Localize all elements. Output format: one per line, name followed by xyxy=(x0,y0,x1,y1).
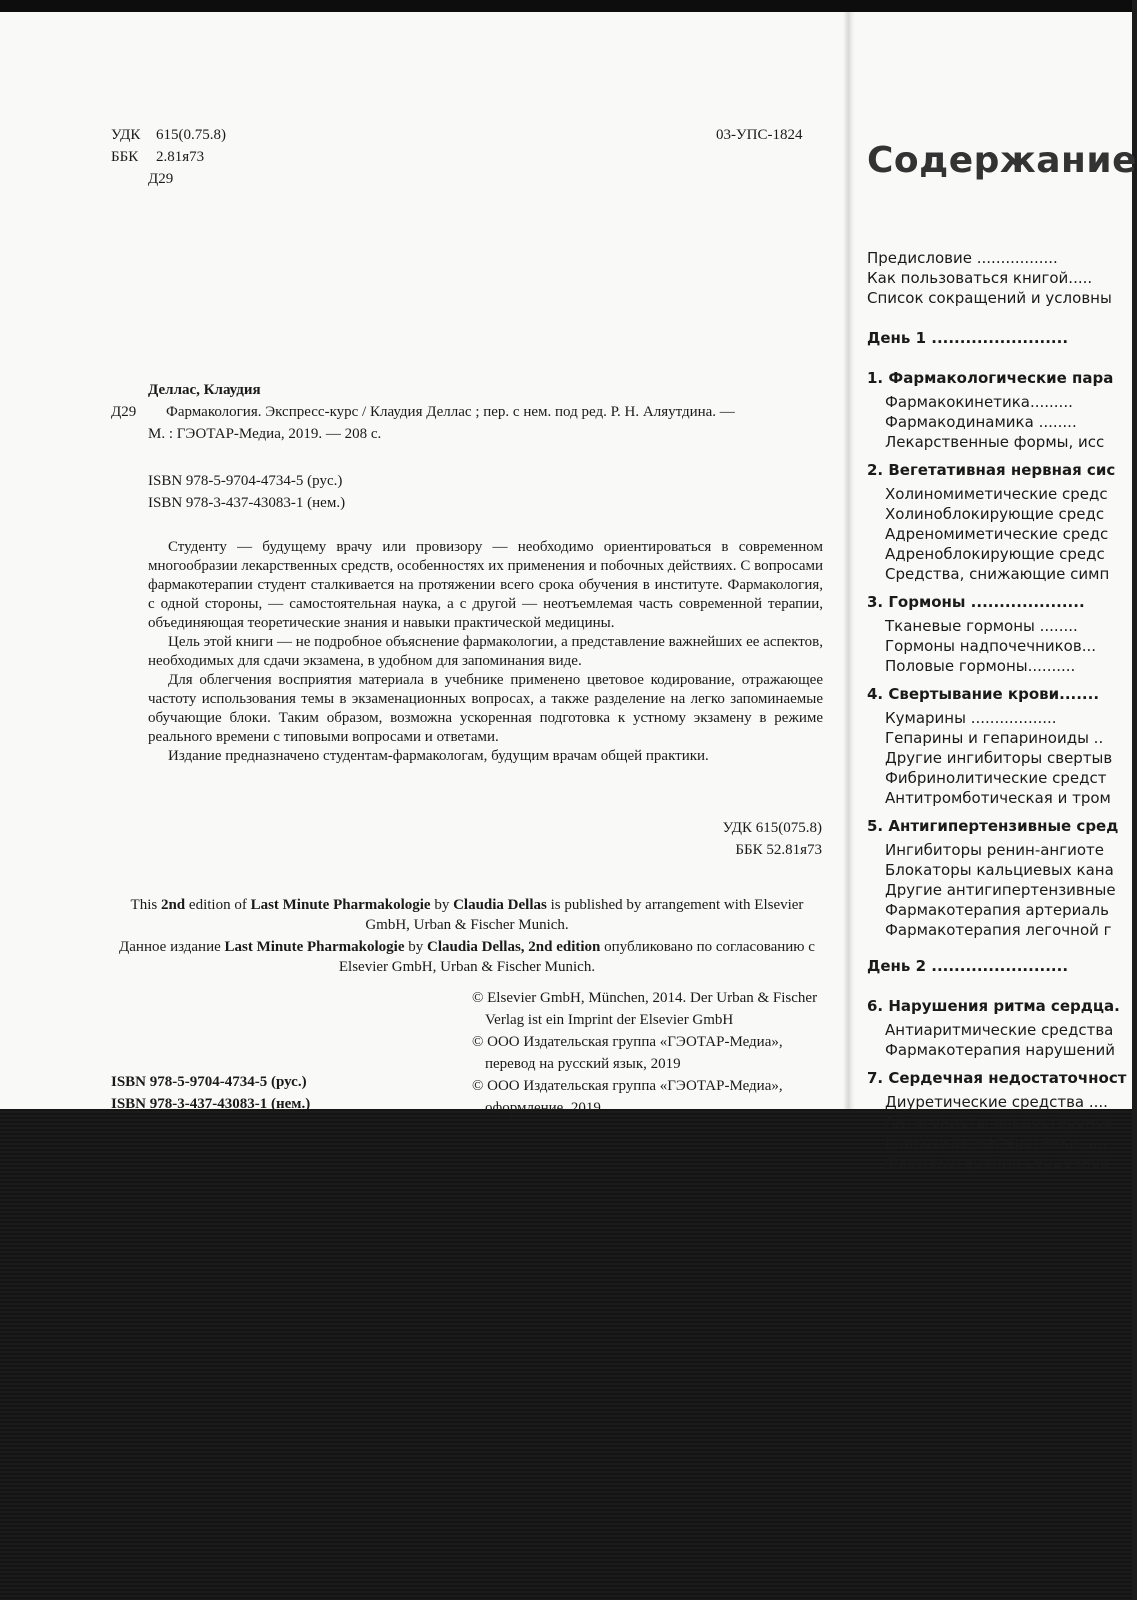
contents-page xyxy=(855,12,1137,1171)
abstract-paragraph-2: Цель этой книги — не подробное объяснение фармакологии, а представление важнейших ее аспектов, необходимых для сдачи экзамена, в удобном для запоминания виде. xyxy=(148,634,823,669)
author-sign: Д29 xyxy=(148,171,174,187)
bbk-value: 2.81я73 xyxy=(156,149,205,165)
copyright-geotar-design-2: оформление, 2019 xyxy=(485,1100,601,1116)
isbn-bold-rus: ISBN 978-5-9704-4734-5 (рус.) xyxy=(111,1074,307,1090)
toc-item: Фармакотерапия артериаль xyxy=(885,901,1109,919)
copyright-geotar-translation-2: перевод на русский язык, 2019 xyxy=(485,1056,681,1072)
toc-item: Фармакотерапия нарушений xyxy=(885,1041,1116,1059)
toc-item: Холиномиметические средс xyxy=(885,485,1108,503)
toc-item: Антиаритмические средства xyxy=(885,1021,1114,1039)
bib-sign: Д29 xyxy=(111,404,137,420)
toc-item: Тканевые гормоны ........ xyxy=(885,617,1078,635)
book-spine xyxy=(843,12,855,1109)
toc-item: Фармакокинетика......... xyxy=(885,393,1073,411)
toc-item: Гликозиды наперстянки ..... xyxy=(885,1133,1108,1151)
edition-note-ru: Данное издание Last Minute Pharmakologie by Claudia Dellas, 2nd edition опубликовано по согласованию с Elsevier GmbH, Urban & Fischer Munich. xyxy=(119,939,815,975)
toc-item: Блокаторы кальциевых кана xyxy=(885,861,1114,879)
abstract-paragraph-1: Студенту — будущему врачу или провизору — необходимо ориентироваться в современном многообразии лекарственных средств, особенностях их применения и побочных действиях. С вопросами фармакотерапии студент сталкивается на протяжении всего срока обучения в институте. Фармакология, с одной стороны, — самостоятельная наука, а с другой — неотъемлемая часть современной терапии, объединяющая теоретические знания и навыки практической медицины. xyxy=(148,539,823,631)
toc-item: Другие антигипертензивные xyxy=(885,881,1116,899)
toc-item: Фармакодинамика ........ xyxy=(885,413,1077,431)
toc-item: Адреноблокирующие средс xyxy=(885,545,1105,563)
toc-chapter: 5. Антигипертензивные сред xyxy=(867,817,1119,835)
toc-item: Средства, снижающие симп xyxy=(885,565,1110,583)
toc-item: Кумарины .................. xyxy=(885,709,1057,727)
toc-item: Гормоны надпочечников... xyxy=(885,637,1097,655)
toc-item: Список сокращений и условны xyxy=(867,289,1112,307)
isbn-ger: ISBN 978-3-437-43083-1 (нем.) xyxy=(148,495,346,511)
toc-item: Фармакотерапия сердечной xyxy=(885,1153,1110,1171)
toc-chapter: 7. Сердечная недостаточност xyxy=(867,1069,1127,1087)
udk-label: УДК xyxy=(111,127,141,143)
copyright-elsevier-1: © Elsevier GmbH, München, 2014. Der Urban & Fischer xyxy=(472,990,818,1006)
copyright-geotar-design-1: © ООО Издательская группа «ГЭОТАР-Медиа», xyxy=(472,1078,783,1094)
copyright-elsevier-2: Verlag ist ein Imprint der Elsevier GmbH xyxy=(485,1012,734,1028)
toc-chapter: 1. Фармакологические пара xyxy=(867,369,1114,387)
toc-item: Фармакотерапия легочной г xyxy=(885,921,1112,939)
toc-item: Диуретические средства .... xyxy=(885,1093,1108,1111)
publisher-code: 03-УПС-1824 xyxy=(716,127,803,143)
bib-line-1: Фармакология. Экспресс-курс / Клаудия Деллас ; пер. с нем. под ред. Р. Н. Аляутдина. — xyxy=(166,404,735,420)
toc-item: Половые гормоны.......... xyxy=(885,657,1076,675)
toc-day-heading: День 1 ........................ xyxy=(867,329,1069,347)
toc-item: Антагонисты альдостеронов xyxy=(885,1113,1114,1131)
udk-value: 615(0.75.8) xyxy=(156,127,226,143)
edition-note-en: This 2nd edition of Last Minute Pharmakologie by Claudia Dellas is published by arrangement with Elsevier GmbH, Urban & Fischer Munich. xyxy=(130,897,804,933)
scan-top-edge xyxy=(0,0,1132,12)
toc-chapter: 3. Гормоны .................... xyxy=(867,593,1085,611)
toc-day-heading: День 2 ........................ xyxy=(867,957,1069,975)
bib-line-2: М. : ГЭОТАР-Медиа, 2019. — 208 с. xyxy=(148,426,382,442)
toc-item: Другие ингибиторы свертыв xyxy=(885,749,1113,767)
udk-full: УДК 615(075.8) xyxy=(722,820,822,836)
bbk-label: ББК xyxy=(111,149,139,165)
isbn-bold-ger: ISBN 978-3-437-43083-1 (нем.) xyxy=(111,1096,311,1112)
toc-chapter: 6. Нарушения ритма сердца. xyxy=(867,997,1120,1015)
toc-item: Фибринолитические средст xyxy=(885,769,1107,787)
isbn-rus: ISBN 978-5-9704-4734-5 (рус.) xyxy=(148,473,343,489)
copyright-geotar-translation-1: © ООО Издательская группа «ГЭОТАР-Медиа», xyxy=(472,1034,783,1050)
toc-item: Гепарины и гепариноиды .. xyxy=(885,729,1104,747)
contents-title: Содержание xyxy=(867,140,1137,181)
imprint-page xyxy=(0,12,845,1116)
toc-item: Холиноблокирующие средс xyxy=(885,505,1105,523)
scanner-background xyxy=(0,1109,1132,1600)
toc-chapter: 4. Свертывание крови....... xyxy=(867,685,1100,703)
toc-item: Антитромботическая и тром xyxy=(885,789,1111,807)
toc-item: Ингибиторы ренин-ангиоте xyxy=(885,841,1105,859)
toc-item: Предисловие ................. xyxy=(867,249,1058,267)
toc-item: Как пользоваться книгой..... xyxy=(867,269,1093,287)
abstract-paragraph-3: Для облегчения восприятия материала в учебнике применено цветовое кодирование, отражающее частоту использования темы в экзаменационных вопросах, а также разделение на легко запоминаемые обучающие блоки. Таким образом, возможна ускоренная подготовка к устному экзамену в режиме реального времени с типовыми вопросами и ответами. xyxy=(148,672,823,745)
author-heading: Деллас, Клаудия xyxy=(148,382,261,398)
abstract-paragraph-4: Издание предназначено студентам-фармакологам, будущим врачам общей практики. xyxy=(168,748,709,764)
toc-item: Лекарственные формы, исс xyxy=(885,433,1105,451)
bbk-full: ББК 52.81я73 xyxy=(735,842,822,858)
toc-item: Адреномиметические средс xyxy=(885,525,1109,543)
toc-chapter: 2. Вегетативная нервная сис xyxy=(867,461,1116,479)
